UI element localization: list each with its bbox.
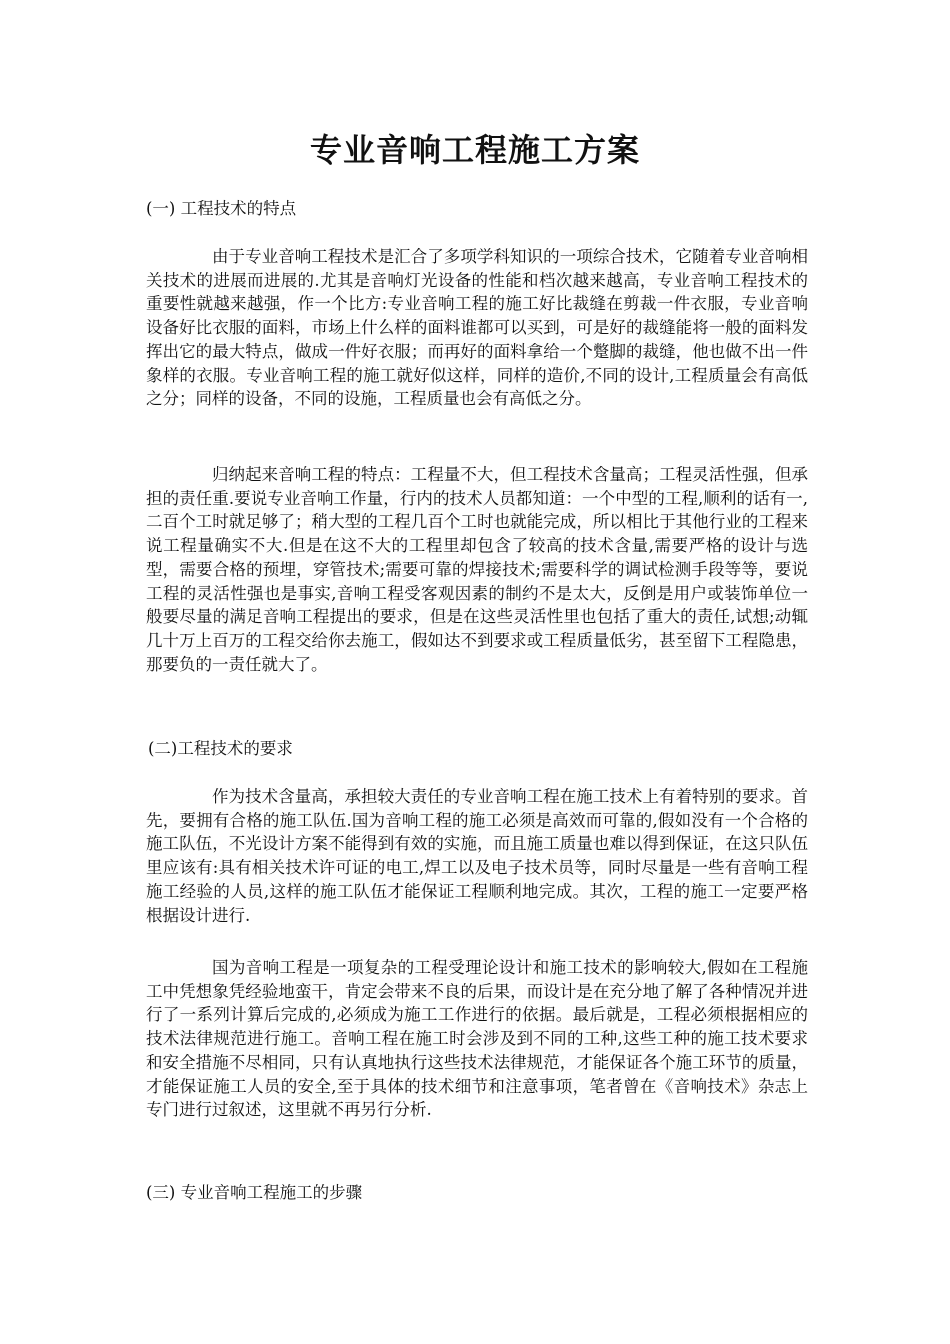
section-1-paragraph-2: 归纳起来音响工程的特点：工程量不大，但工程技术含量高；工程灵活性强，但承担的责任重.要说专业音响工作量，行内的技术人员都知道：一个中型的工程,顺利的话有一,二百个工时就足够了；稍大型的工程几百个工时也就能完成，所以相比于其他行业的工程来说工程量确实不大.但是在这不大的工程里却包含了较高的技术含量,需要严格的设计与选型，需要合格的预埋，穿管技术;需要可靠的焊接技术;需要科学的调试检测手段等等，要说工程的灵活性强也是事实,音响工程受客观因素的制约不是太大，反倒是用户或装饰单位一般要尽量的满足音响工程提出的要求，但是在这些灵活性里也包括了重大的责任,试想;动辄几十万上百万的工程交给你去施工，假如达不到要求或工程质量低劣，甚至留下工程隐患，那要负的一责任就大了。 [146,465,808,674]
section-2-paragraph-1: 作为技术含量高，承担较大责任的专业音响工程在施工技术上有着特别的要求。首先，要拥有合格的施工队伍.国为音响工程的施工必须是高效而可靠的,假如没有一个合格的施工队伍，不光设计方案不能得到有效的实施，而且施工质量也难以得到保证，在这只队伍里应该有:具有相关技术许可证的电工,焊工以及电子技术员等，同时尽量是一些有音响工程施工经验的人员,这样的施工队伍才能保证工程顺利地完成。其次，工程的施工一定要严格根据设计进行. [146,787,808,925]
section-heading-3: (三) 专业音响工程施工的步骤 [146,1183,363,1202]
section-heading-1: (一) 工程技术的特点 [146,199,297,218]
document-title: 专业音响工程施工方案 [309,131,640,169]
section-1-paragraph-1: 由于专业音响工程技术是汇合了多项学科知识的一项综合技术，它随着专业音响相关技术的进展而进展的.尤其是音响灯光设备的性能和档次越来越高，专业音响工程技术的重要性就越来越强，作一个比方:专业音响工程的施工好比裁缝在剪裁一件衣服，专业音响设备好比衣服的面料，市场上什么样的面料谁都可以买到，可是好的裁缝能将一般的面料发挥出它的最大特点，做成一件好衣服；而再好的面料拿给一个蹩脚的裁缝，他也做不出一件象样的衣服。专业音响工程的施工就好似这样，同样的造价,不同的设计,工程质量会有高低之分；同样的设备，不同的设施，工程质量也会有高低之分。 [146,247,808,409]
section-2-paragraph-2: 国为音响工程是一项复杂的工程受理论设计和施工技术的影响较大,假如在工程施工中凭想象凭经验地蛮干，肯定会带来不良的后果，而设计是在充分地了解了各种情况并进行了一系列计算后完成的,必须成为施工工作进行的依据。最后就是，工程必须根据相应的技术法律规范进行施工。音响工程在施工时会涉及到不同的工种,这些工种的施工技术要求和安全措施不尽相同，只有认真地执行这些技术法律规范，才能保证各个施工环节的质量，才能保证施工人员的安全,至于具体的技术细节和注意事项，笔者曾在《音响技术》杂志上专门进行过叙述，这里就不再另行分析. [146,958,808,1120]
section-heading-2: (二)工程技术的要求 [148,739,293,758]
